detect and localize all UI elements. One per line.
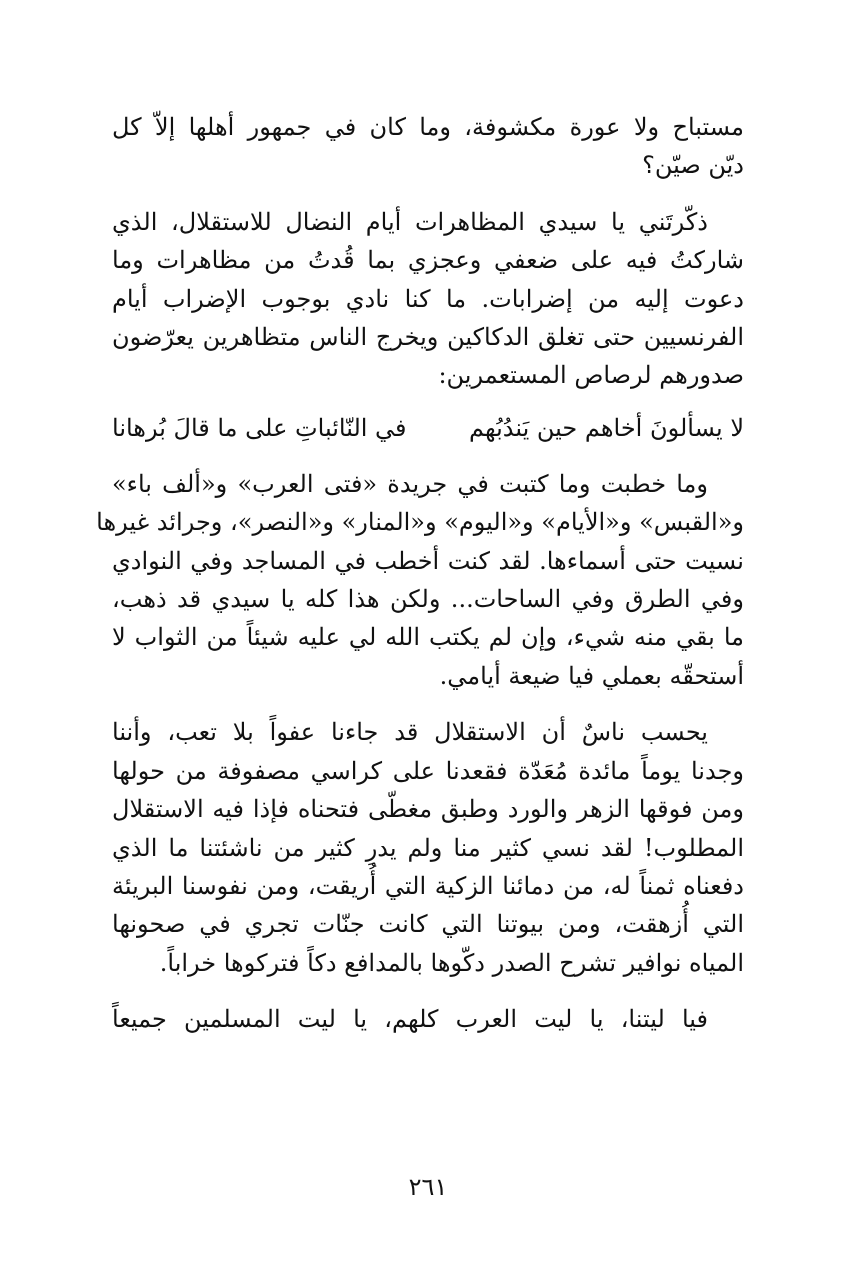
paragraph-4 <box>112 713 744 982</box>
paragraph-2 <box>112 203 744 395</box>
text-line: دفعناه ثمناً له، من دمائنا الزكية التي أُريقت، ومن نفوسنا البريئة <box>112 871 744 900</box>
text-line: ذكّرتَني يا سيدي المظاهرات أيام النضال للاستقلال، الذي <box>112 207 708 236</box>
text-line: التي أُزهقت، ومن بيوتنا التي كانت جنّات تجري في صحونها <box>112 910 745 939</box>
text-line: أستحقّه بعملي فيا ضيعة أيامي. <box>439 661 744 690</box>
text-line: المياه نوافير تشرح الصدر دكّوها بالمدافع دكاً فتركوها خراباً. <box>159 948 744 977</box>
paragraph-1 <box>112 108 744 185</box>
text-line: صدورهم لرصاص المستعمرين: <box>438 361 744 390</box>
text-line: وجدنا يوماً مائدة مُعَدّة فقعدنا على كراسي مصفوفة من حولها <box>112 756 744 785</box>
text-line: دعوت إليه من إضرابات. ما كنا نادي بوجوب الإضراب أيام <box>112 284 744 313</box>
text-line: ديّن صيّن؟ <box>642 151 744 180</box>
text-line: وفي الطرق وفي الساحات... ولكن هذا كله يا سيدي قد ذهب، <box>112 585 744 614</box>
text-line: فيا ليتنا، يا ليت العرب كلهم، يا ليت المسلمين جميعاً <box>112 1005 708 1034</box>
poetry-verse <box>112 409 744 447</box>
text-line: المطلوب! لقد نسي كثير منا ولم يدرِ كثير من ناشئتنا ما الذي <box>112 833 744 862</box>
text-line: و«القبس» و«الأيام» و«اليوم» و«المنار» و«النصر»، وجرائد غيرها <box>96 508 744 537</box>
text-line: ما بقي منه شيء، وإن لم يكتب الله لي عليه شيئاً من الثواب لا <box>112 623 744 652</box>
page-number: ٢٦١ <box>408 1173 448 1201</box>
verse-left-hemistich: في النّائباتِ على ما قالَ بُرهانا <box>112 413 407 442</box>
verse-right-hemistich: لا يسألونَ أخاهم حين يَندُبُهم <box>469 413 744 442</box>
paragraph-5 <box>112 1000 744 1038</box>
paragraph-3 <box>96 465 744 695</box>
text-line: وما خطبت وما كتبت في جريدة «فتى العرب» و«ألف باء» <box>112 469 708 498</box>
text-line: يحسب ناسٌ أن الاستقلال قد جاءنا عفواً بلا تعب، وأننا <box>112 718 708 747</box>
text-line: الفرنسيين حتى تغلق الدكاكين ويخرج الناس متظاهرين يعرّضون <box>112 323 744 352</box>
book-page-text <box>96 108 745 1039</box>
text-line: ومن فوقها الزهر والورد وطبق مغطّى فتحناه فإذا فيه الاستقلال <box>112 795 744 824</box>
text-line: شاركتُ فيه على ضعفي وعجزي بما قُدتُ من مظاهرات وما <box>112 246 744 275</box>
text-line: نسيت حتى أسماءها. لقد كنت أخطب في المساجد وفي النوادي <box>112 546 744 575</box>
text-line: مستباح ولا عورة مكشوفة، وما كان في جمهور أهلها إلاّ كل <box>112 113 744 141</box>
